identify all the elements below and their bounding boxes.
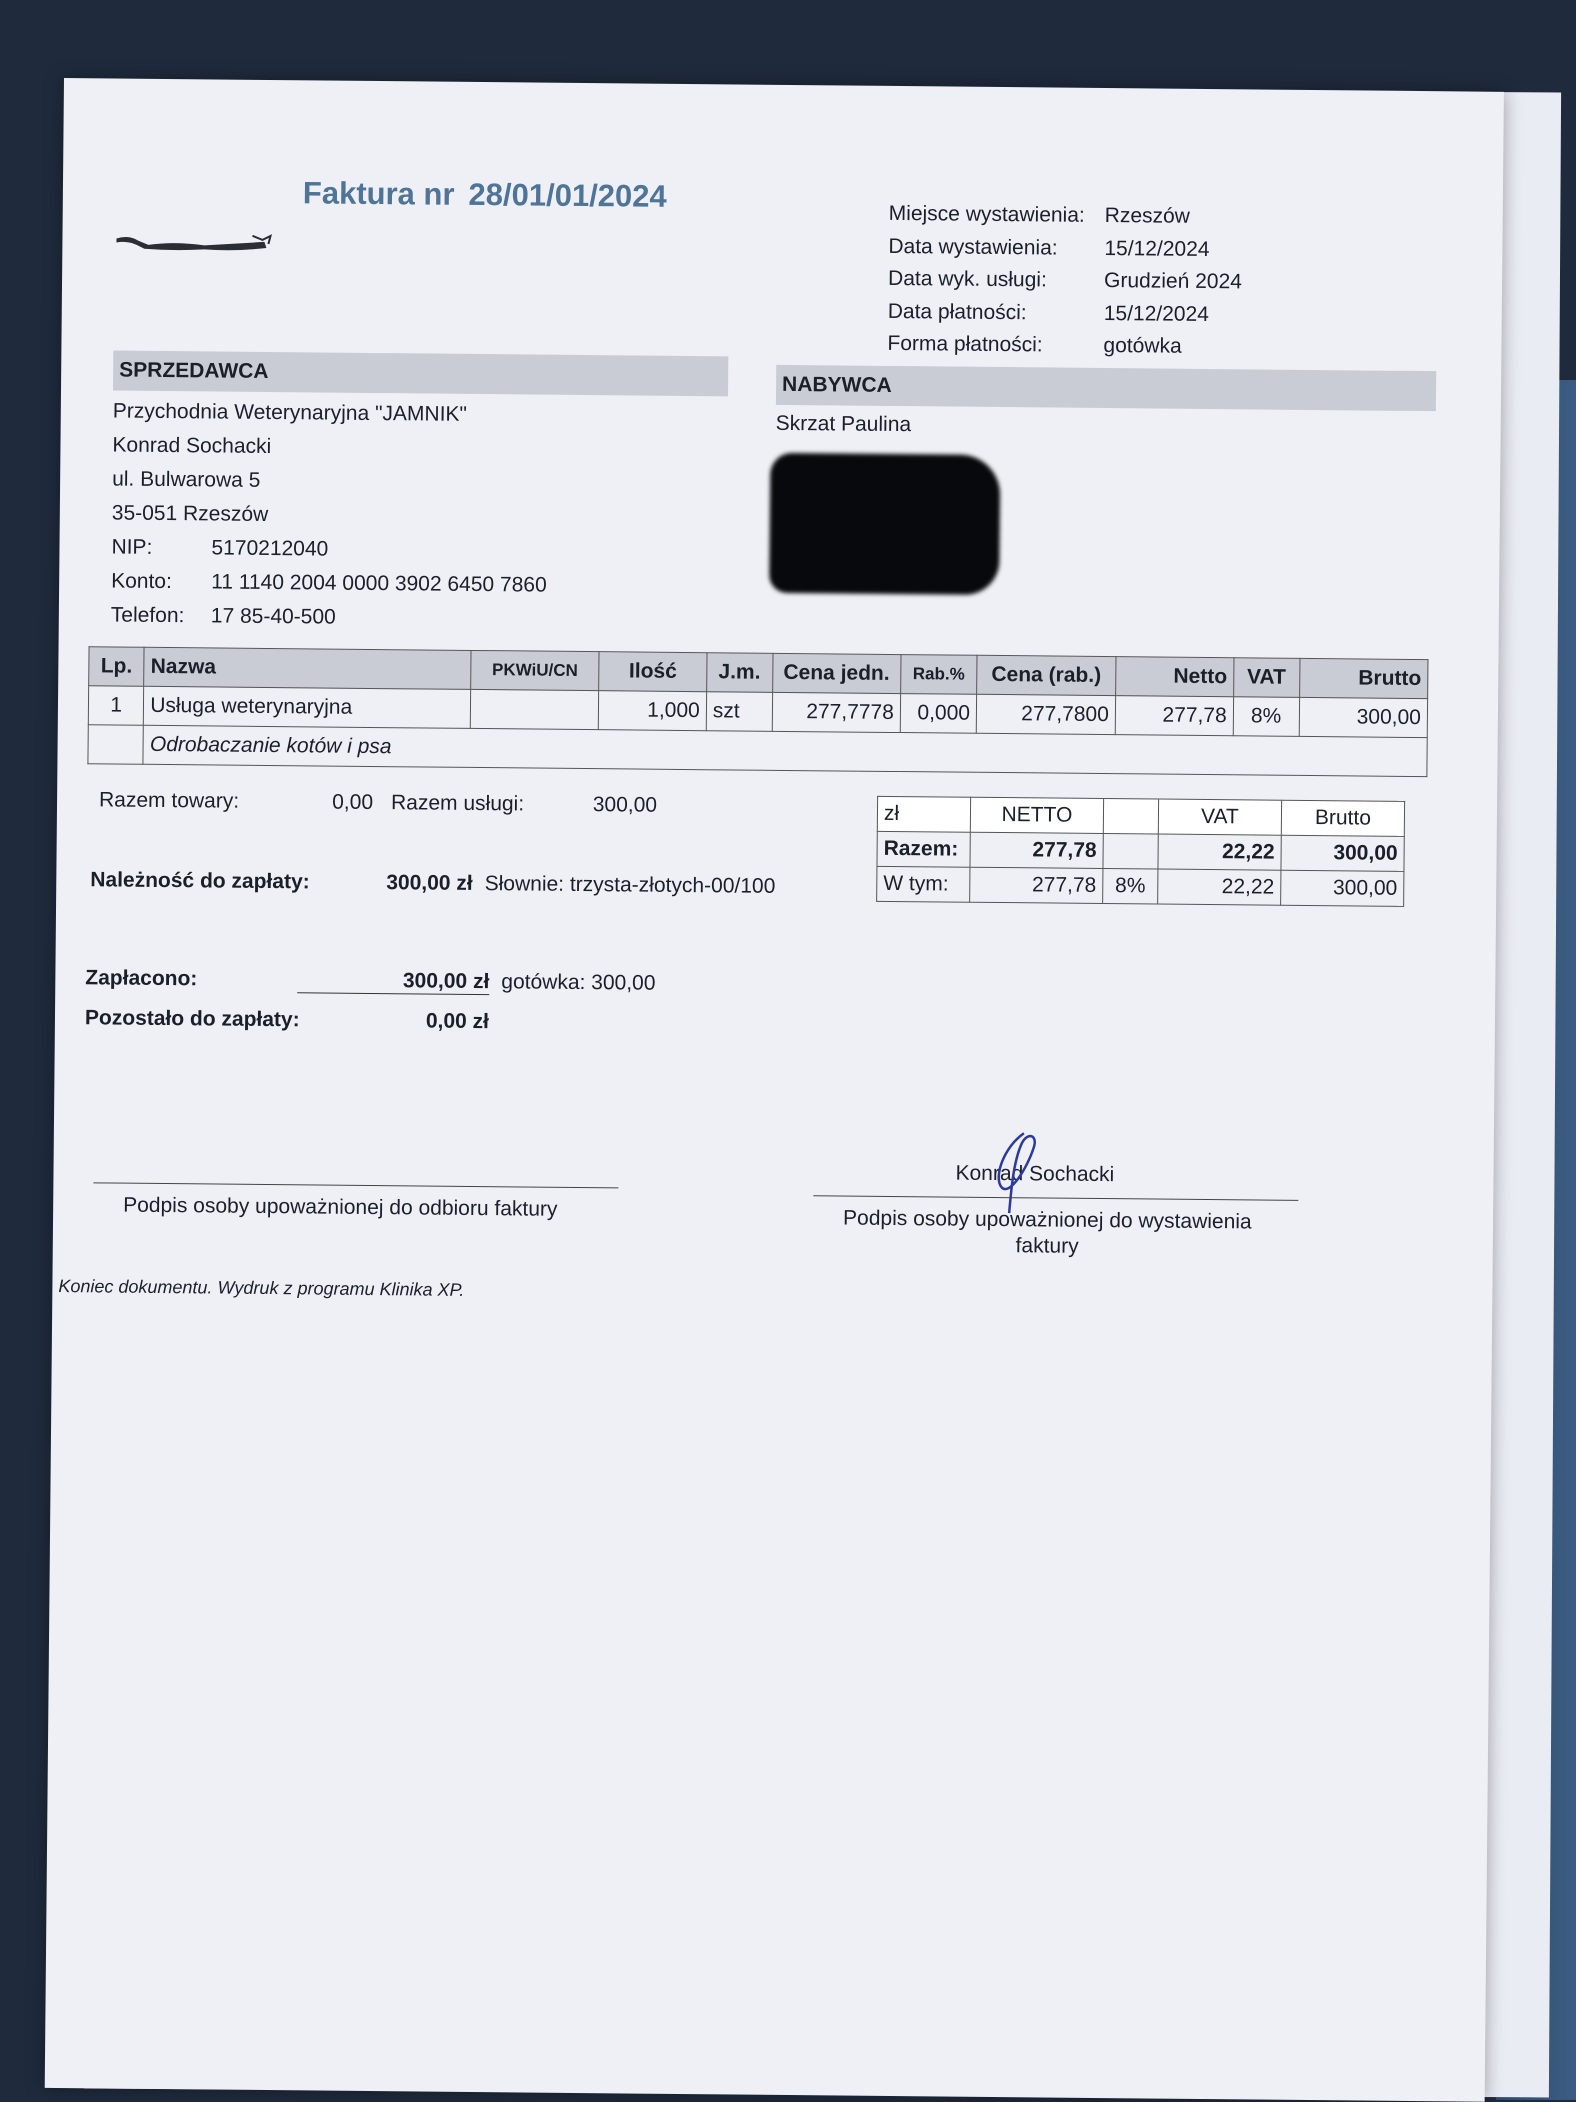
row-net: 277,78: [1115, 696, 1233, 736]
services-total-value: 300,00: [592, 793, 658, 817]
col-qty: Ilość: [599, 652, 707, 692]
row-discount: 0,000: [900, 694, 977, 734]
row-vat: 8%: [1233, 697, 1299, 737]
receiver-signature-label: Podpis osoby upoważnionej do odbioru faktury: [123, 1193, 558, 1221]
meta-row-place: Miejsce wystawienia: Rzeszów: [888, 201, 1191, 228]
vat-total-net: 277,78: [970, 832, 1103, 868]
row-price-discounted: 277,7800: [976, 694, 1115, 734]
seller-street: ul. Bulwarowa 5: [112, 467, 261, 492]
row-description: Odrobaczanie kotów i psa: [143, 725, 1427, 776]
vat-breakdown-label: W tym:: [877, 866, 970, 902]
col-lp: Lp.: [89, 647, 145, 687]
col-discount: Rab.%: [901, 655, 978, 695]
meta-row-issue-date: Data wystawienia: 15/12/2024: [888, 234, 1210, 261]
vat-total-label: Razem:: [877, 831, 970, 867]
vat-summary-table: [876, 796, 1405, 907]
paid-amount: 300,00 zł: [297, 968, 489, 995]
services-total-label: Razem usługi:: [390, 791, 525, 816]
invoice-meta: [887, 198, 1242, 364]
amount-due: [90, 868, 775, 899]
seller-details: [111, 394, 549, 636]
meta-row-payment-date: Data płatności: 15/12/2024: [887, 299, 1210, 326]
col-gross: Brutto: [1299, 658, 1428, 698]
col-net: Netto: [1115, 657, 1233, 697]
seller-name: Przychodnia Weterynaryjna "JAMNIK": [112, 399, 468, 426]
invoice-number: 28/01/01/2024: [468, 176, 667, 214]
paid-row: [85, 958, 655, 1003]
row-qty: 1,000: [599, 691, 707, 731]
vat-col-net: NETTO: [970, 797, 1103, 833]
vat-col-vat: VAT: [1158, 799, 1281, 835]
seller-city: 35-051 Rzeszów: [111, 501, 269, 526]
issuer-name: Konrad Sochacki: [955, 1161, 1115, 1187]
seller-nip-row: NIP: 5170212040: [111, 535, 329, 561]
invoice-title-label: Faktura nr: [302, 175, 455, 212]
vat-header-row: [877, 796, 1404, 836]
row-unit: szt: [706, 692, 772, 732]
invoice-page: [45, 78, 1504, 2102]
paid-label: Zapłacono:: [85, 966, 198, 991]
remaining-row: [85, 998, 655, 1043]
vat-col-gross: Brutto: [1281, 800, 1404, 836]
meta-row-payment-method: Forma płatności: gotówka: [887, 331, 1182, 358]
row-pkwiu: [470, 689, 599, 729]
vat-breakdown-rate: 8%: [1103, 869, 1158, 905]
vat-total-vat: 22,22: [1158, 834, 1281, 870]
vat-breakdown-vat: 22,22: [1158, 869, 1281, 905]
vat-breakdown-row: [877, 866, 1404, 906]
col-unit: J.m.: [706, 653, 772, 693]
redaction-block: [769, 453, 1000, 595]
vat-breakdown-gross: 300,00: [1281, 870, 1404, 906]
receiver-signature-line: [93, 1182, 618, 1188]
vat-total-row: [877, 831, 1404, 871]
totals-line: [99, 788, 657, 817]
remaining-label: Pozostało do zapłaty:: [84, 1006, 300, 1032]
col-unit-price: Cena jedn.: [772, 653, 901, 693]
vat-total-gross: 300,00: [1281, 835, 1404, 871]
payment-section: [85, 958, 656, 1043]
buyer-name: Skrzat Paulina: [775, 411, 912, 437]
seller-owner: Konrad Sochacki: [112, 433, 272, 459]
goods-total-label: Razem towary:: [98, 788, 240, 813]
col-price-discounted: Cena (rab.): [977, 655, 1116, 695]
seller-account-row: Konto: 11 1140 2004 0000 3902 6450 7860: [111, 569, 547, 597]
amount-due-label: Należność do zapłaty:: [90, 868, 310, 894]
meta-row-service-date: Data wyk. usługi: Grudzień 2024: [888, 266, 1242, 294]
handwritten-signature: [983, 1127, 1054, 1218]
paid-detail: gotówka: 300,00: [501, 970, 656, 995]
amount-due-value: 300,00 zł: [386, 871, 473, 895]
row-name: Usługa weterynaryjna: [144, 686, 471, 728]
goods-total-value: 0,00: [332, 790, 374, 814]
row-gross: 300,00: [1299, 697, 1428, 737]
buyer-heading: NABYWCA: [776, 365, 1436, 411]
seller-heading: SPRZEDAWCA: [113, 350, 728, 396]
col-vat: VAT: [1233, 658, 1299, 698]
invoice-title: [303, 175, 667, 214]
issuer-signature-line: [813, 1195, 1298, 1201]
items-table: [87, 646, 1428, 777]
col-pkwiu: PKWiU/CN: [471, 650, 600, 690]
seller-phone-row: Telefon: 17 85-40-500: [110, 603, 336, 629]
issuer-signature-label: Podpis osoby upoważnionej do wystawienia faktury: [842, 1206, 1252, 1258]
col-name: Nazwa: [144, 647, 471, 689]
remaining-amount: 0,00 zł: [425, 1009, 490, 1034]
vat-breakdown-net: 277,78: [970, 867, 1103, 903]
row-unit-price: 277,7778: [772, 692, 901, 732]
document-footer: Koniec dokumentu. Wydruk z programu Klinika XP.: [58, 1276, 465, 1300]
row-lp: 1: [88, 686, 144, 726]
clinic-logo: [114, 230, 274, 254]
amount-due-words: Słownie: trzysta-złotych-00/100: [484, 872, 776, 898]
vat-col-currency: zł: [877, 796, 970, 832]
